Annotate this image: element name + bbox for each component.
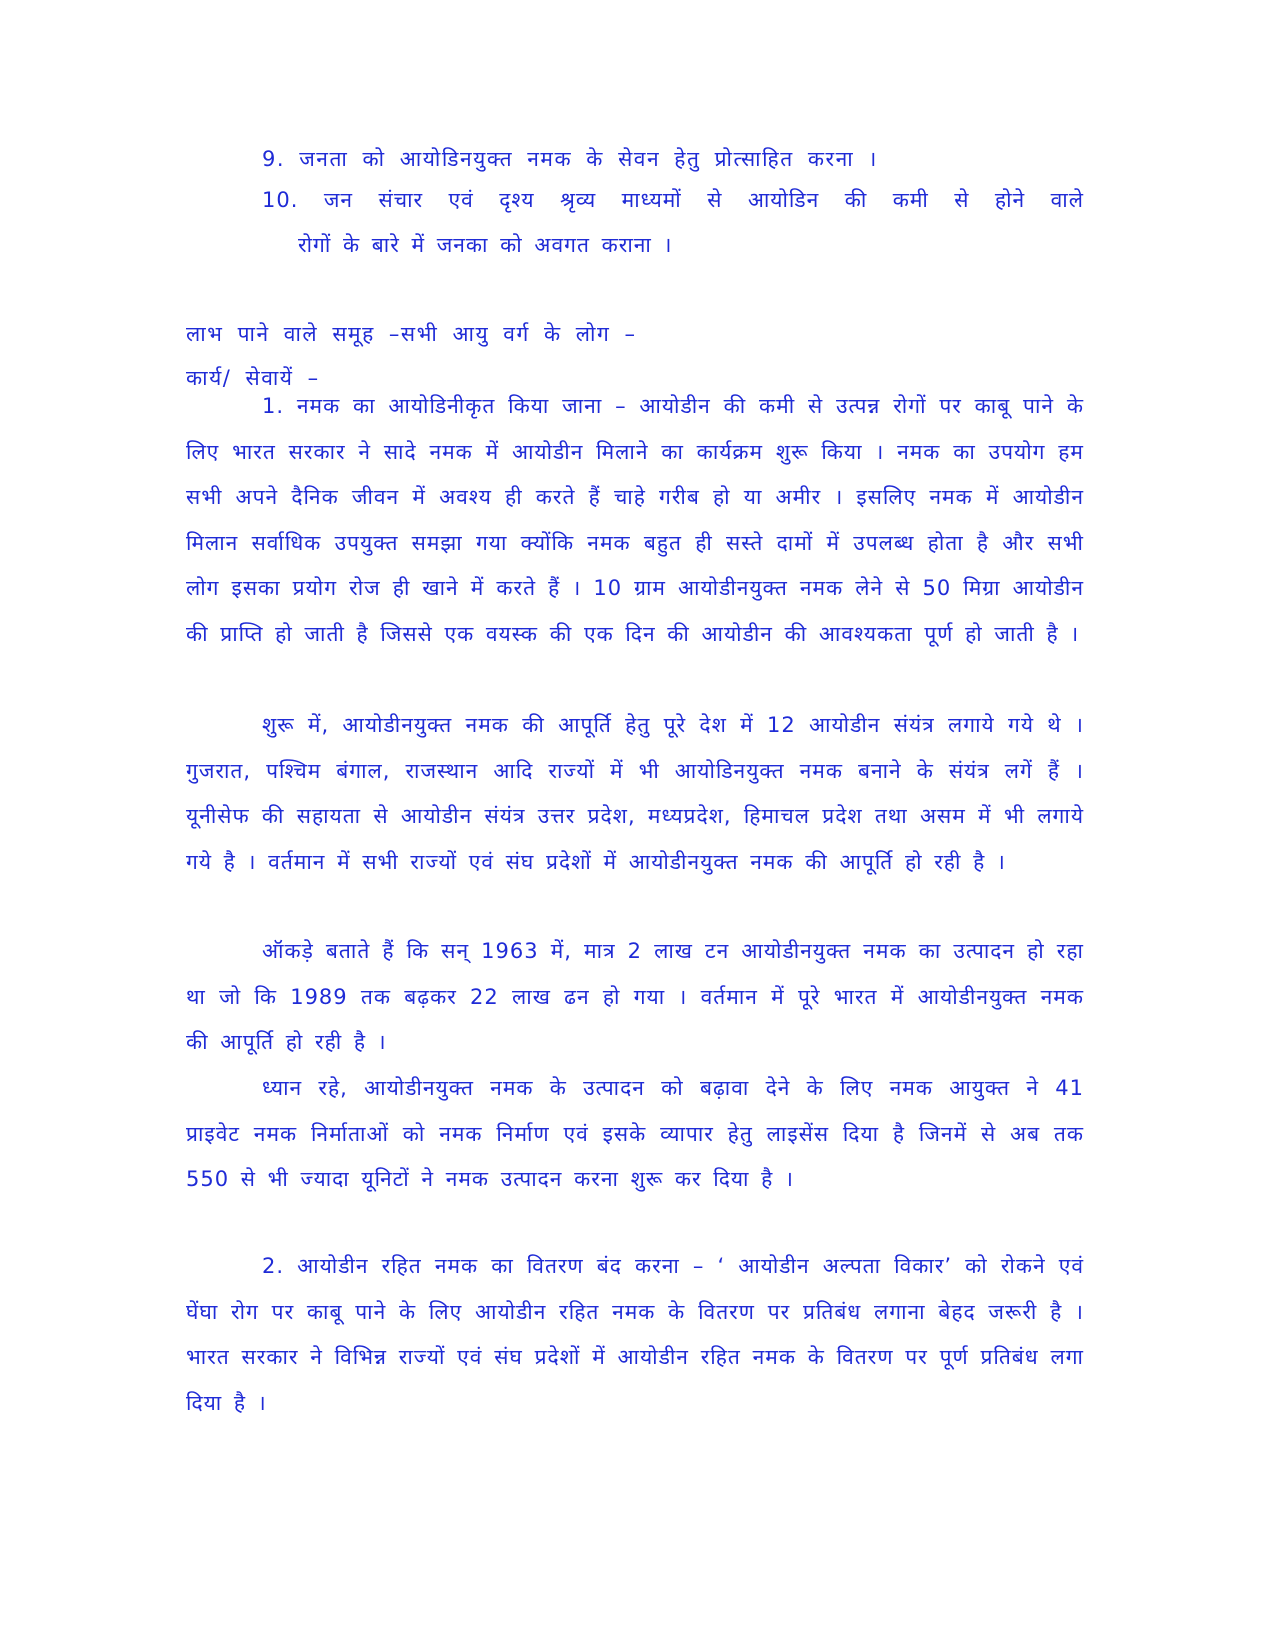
paragraph-plants: शुरू में, आयोडीनयुक्त नमक की आपूर्ति हेतु पूरे देश में 12 आयोडीन संयंत्र लगाये गये थे । गुजरात, पश्चिम बंगाल, राजस्थान आदि राज्यों में भी आयोडिनयुक्त नमक बनाने के संयंत्र लगें हैं । यूनीसेफ की सहायता से आयोडीन संयंत्र उत्तर प्रदेश, मध्यप्रदेश, हिमाचल प्रदेश तथा असम में भी लगाये गये है । वर्तमान में सभी राज्यों एवं संघ प्रदेशों में आयोडीनयुक्त नमक की आपूर्ति हो रही है ।	[186, 713, 1084, 874]
paragraph-licenses: ध्यान रहे, आयोडीनयुक्त नमक के उत्पादन को बढ़ावा देने के लिए नमक आयुक्त ने 41 प्राइवेट नमक निर्माताओं को नमक निर्माण एवं इसके व्यापार हेतु लाइसेंस दिया है जिनमें से अब तक 550 से भी ज्यादा यूनिटों ने नमक उत्पादन करना शुरू कर दिया है ।	[186, 1076, 1084, 1191]
paragraph-non-iodized-ban: 2. आयोडीन रहित नमक का वितरण बंद करना – ‘ आयोडीन अल्पता विकार’ को रोकने एवं घेंघा रोग पर काबू पाने के लिए आयोडीन रहित नमक के वितरण पर प्रतिबंध लगाना बेहद जरूरी है । भारत सरकार ने विभिन्न राज्यों एवं संघ प्रदेशों में आयोडीन रहित नमक के वितरण पर पूर्ण प्रतिबंध लगा दिया है ।	[186, 1254, 1084, 1415]
beneficiaries-line: लाभ पाने वाले समूह –सभी आयु वर्ग के लोग –	[186, 322, 637, 346]
services-heading: कार्य/ सेवायें –	[186, 366, 320, 390]
list-item-9: 9. जनता को आयोडिनयुक्त नमक के सेवन हेतु प्रोत्साहित करना ।	[262, 147, 878, 171]
list-item-10-line-1: 10. जन संचार एवं दृश्य श्रृव्य माध्यमों से आयोडिन की कमी से होने वाले	[262, 188, 1084, 212]
paragraph-iodization: 1. नमक का आयोडिनीकृत किया जाना – आयोडीन की कमी से उत्पन्न रोगों पर काबू पाने के लिए भारत सरकार ने सादे नमक में आयोडीन मिलाने का कार्यक्रम शुरू किया । नमक का उपयोग हम सभी अपने दैनिक जीवन में अवश्य ही करते हैं चाहे गरीब हो या अमीर । इसलिए नमक में आयोडीन मिलान सर्वाधिक उपयुक्त समझा गया क्योंकि नमक बहुत ही सस्ते दामों में उपलब्ध होता है और सभी लोग इसका प्रयोग रोज ही खाने में करते हैं । 10 ग्राम आयोडीनयुक्त नमक लेने से 50 मिग्रा आयोडीन की प्राप्ति हो जाती है जिससे एक वयस्क की एक दिन की आयोडीन की आवश्यकता पूर्ण हो जाती है ।	[186, 394, 1084, 646]
list-item-10-line-2: रोगों के बारे में जनका को अवगत कराना ।	[298, 233, 673, 257]
list-item-10	[262, 178, 1084, 268]
paragraph-statistics: ऑकड़े बताते हैं कि सन् 1963 में, मात्र 2 लाख टन आयोडीनयुक्त नमक का उत्पादन हो रहा था जो कि 1989 तक बढ़कर 22 लाख ढन हो गया । वर्तमान में पूरे भारत में आयोडीनयुक्त नमक की आपूर्ति हो रही है ।	[186, 939, 1084, 1054]
